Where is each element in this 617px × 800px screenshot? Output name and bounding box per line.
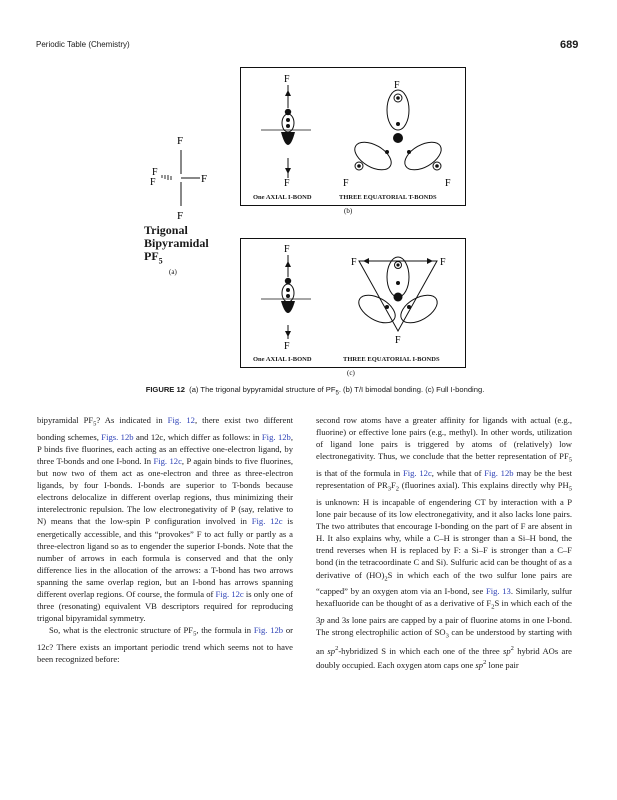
italic-text: p: [320, 615, 325, 626]
text-run: ? As indicated in: [96, 415, 168, 425]
figure-link[interactable]: Figs. 12b: [101, 431, 134, 442]
hashed-wedge-bond: [162, 175, 171, 180]
atom-equatorial-front: F: [150, 177, 156, 188]
figure-link[interactable]: Fig. 12c: [153, 456, 182, 466]
text-run: or 12c? There exists an important periodic trend which seems not to have been recognized before:: [37, 625, 293, 665]
figure-panel-b: [240, 67, 466, 206]
subscript: 2: [384, 575, 388, 583]
text-run: lone pairs are capped by a pair of fluorine atoms in one I-bond. The strong electrophilic action of SO: [316, 615, 572, 638]
subscript: 3: [445, 633, 449, 641]
text-run: is energetically accessible, and this “provokes” F to act fully or partly as a three-electron ligand so as to engender the superior I-bonds. Note that the number of arrows in each formula is conserved and that the only difference lies in the allocation of the arrows: a T-bond has two arrows spanning the same overlap region, but an I-bond has arrows spanning different overlap regions. Of course, the formula of: [37, 516, 293, 600]
figure-link[interactable]: Fig. 12c: [251, 516, 283, 527]
text-run: may be the best representation of PR: [316, 468, 573, 491]
paragraph: [37, 414, 293, 624]
trefoil-orbitals: [350, 90, 446, 176]
subscript: 5: [568, 485, 572, 493]
panel-b-left-caption: One AXIAL I-BOND: [253, 194, 312, 201]
panel-c-right-caption: THREE EQUATORIAL I-BONDS: [343, 356, 440, 363]
text-run: hybrid AOs are doubly occupied. Each oxygen atom caps one: [316, 646, 572, 670]
structure-label-subscript: 5: [158, 256, 163, 266]
text-run: , P binds five fluorines, each acting as an effective one-electron ligand, by three T-bonds and one I-bond. In: [37, 431, 293, 466]
atom-f-tri-left: F: [351, 257, 357, 268]
paragraph: [37, 624, 293, 665]
text-run: -hybridized S in which each one of the three: [338, 646, 503, 657]
structure-label-line1: Trigonal: [144, 223, 188, 237]
italic-text: s: [346, 615, 350, 626]
atom-f-bottom-c: F: [284, 341, 290, 352]
text-run: So, what is the electronic structure of PF: [49, 625, 194, 636]
figure-panel-c: [240, 238, 466, 368]
text-run: S in which each of the 3: [316, 598, 572, 626]
text-run: lone pair: [486, 660, 519, 670]
atom-axial-bottom: F: [177, 210, 184, 222]
atom-f-trefoil-right: F: [445, 178, 451, 189]
superscript: 2: [510, 645, 514, 653]
panel-b-label: (b): [344, 207, 353, 215]
atom-axial-top: F: [177, 135, 184, 147]
text-run: , the formula in: [196, 625, 254, 636]
text-run: , while that of: [431, 468, 485, 479]
subscript: 5: [193, 631, 197, 639]
text-run: F: [390, 480, 396, 491]
panel-b-diagram: [241, 68, 465, 205]
figure-caption-label: FIGURE 12: [145, 385, 185, 394]
figure-link[interactable]: Fig. 13: [485, 586, 511, 597]
atom-equatorial-back: F: [152, 167, 158, 178]
figure-caption: [65, 385, 565, 397]
text-run: second row atoms have a greater affinity for ligands with actual (e.g., fluorine) or effective lone pairs (e.g., methyl). In other words, utilization of ligand lone pairs is triggered by atoms of (relatively) low electronegativity. Thus, we conclude that the better representation of PF: [316, 415, 572, 462]
figure-link[interactable]: Fig. 12b: [484, 468, 514, 479]
text-run: can be understood by starting with an: [316, 627, 572, 657]
text-run: . Similarly, sulfur hexafluoride can be thought of as a derivative of F: [316, 586, 572, 609]
figure-link[interactable]: Fig. 12c: [402, 468, 432, 479]
structure-label: [144, 224, 209, 267]
text-run: is that of the formula in: [316, 468, 403, 479]
figure-caption-text-end: . (b) T/I bimodal bonding. (c) Full I-bonding.: [338, 385, 485, 394]
panel-a-label: (a): [169, 268, 177, 276]
text-run: and 3: [324, 615, 347, 626]
superscript: 2: [483, 659, 487, 667]
panel-c-left-caption: One AXIAL I-BOND: [253, 356, 312, 363]
paragraph: [316, 414, 572, 671]
atom-f-trefoil-left: F: [343, 178, 349, 189]
text-run: and 12c, which differ as follows: in: [133, 431, 262, 442]
subscript: 2: [491, 604, 495, 612]
figure-link[interactable]: Fig. 12: [167, 415, 195, 425]
panel-b-right-caption: THREE EQUATORIAL T-BONDS: [339, 194, 437, 201]
panel-c-diagram: [241, 239, 465, 367]
running-head: Periodic Table (Chemistry): [36, 40, 130, 49]
atom-f-top: F: [284, 74, 290, 85]
figure-caption-subscript: 5: [335, 390, 339, 397]
subscript: 5: [93, 420, 97, 428]
italic-text: sp: [475, 660, 484, 670]
text-run: (fluorines axial). This explains directly why PH: [399, 480, 569, 491]
text-run: , there exist two different bonding schemes,: [37, 415, 294, 442]
text-run: is unknown: H is incapable of engendering CT by interaction with a P lone pair because of its low electronegativity, and it also lacks lone pairs. The two attributes that encourage I-bonding on the part of F are absent in H. It also explains why, while a C–H is stronger than a Si–H bond, the trend reverses when H is replaced by F: a Si–F is stronger than a C–F bond (in the tetracoordinate C and Si). Sulfuric acid can be thought of as a derivative of (HO): [316, 497, 572, 580]
text-run: S in which each of the two sulfur lone pairs are “capped” by an oxygen atom via an I-bond, see: [316, 569, 572, 597]
atom-f-bottom: F: [284, 178, 290, 189]
italic-text: sp: [327, 646, 336, 657]
atom-f-trefoil-top: F: [394, 80, 400, 91]
figure-link[interactable]: Fig. 12b: [253, 625, 284, 636]
text-run: is only one of three (resonating) equivalent VB descriptors required for reproducing trigonal bipyramidal symmetry.: [37, 589, 294, 624]
page-number: 689: [560, 39, 579, 51]
structure-label-line2: Bipyramidal: [144, 236, 209, 250]
italic-text: sp: [503, 646, 511, 657]
figure-link[interactable]: Fig. 12b: [261, 431, 291, 442]
text-run: , P again binds to five fluorines, but now two of them act as one-electron and three as three-electron ligands, by four I-bonds. I-bonds are superior to T-bonds because electrons delocalize in different overlap regions, thus minimizing their interelectronic repulsion. The low electronegativity of P (say, relative to N) means that the low-spin P configuration involved in: [37, 456, 293, 527]
subscript: 5: [568, 457, 572, 464]
atom-f-tri-bottom: F: [395, 335, 401, 346]
structure-label-formula: PF: [144, 249, 159, 263]
body-column-right: [316, 414, 572, 671]
figure-caption-text: (a) The trigonal bypyramidal structure of PF: [189, 385, 336, 394]
superscript: 2: [335, 645, 339, 653]
atom-f-tri-right: F: [440, 257, 446, 268]
subscript: 3: [387, 485, 391, 493]
atom-f-top-c: F: [284, 244, 290, 255]
text-run: bipyramidal PF: [37, 415, 94, 425]
figure-link[interactable]: Fig. 12c: [215, 589, 244, 600]
subscript: 2: [395, 485, 400, 493]
lone-pair-lobe: [281, 132, 295, 145]
atom-equatorial-right: F: [201, 173, 208, 185]
panel-c-label: (c): [347, 369, 355, 377]
body-column-left: [37, 414, 293, 665]
figure-panel-a: [140, 128, 250, 278]
